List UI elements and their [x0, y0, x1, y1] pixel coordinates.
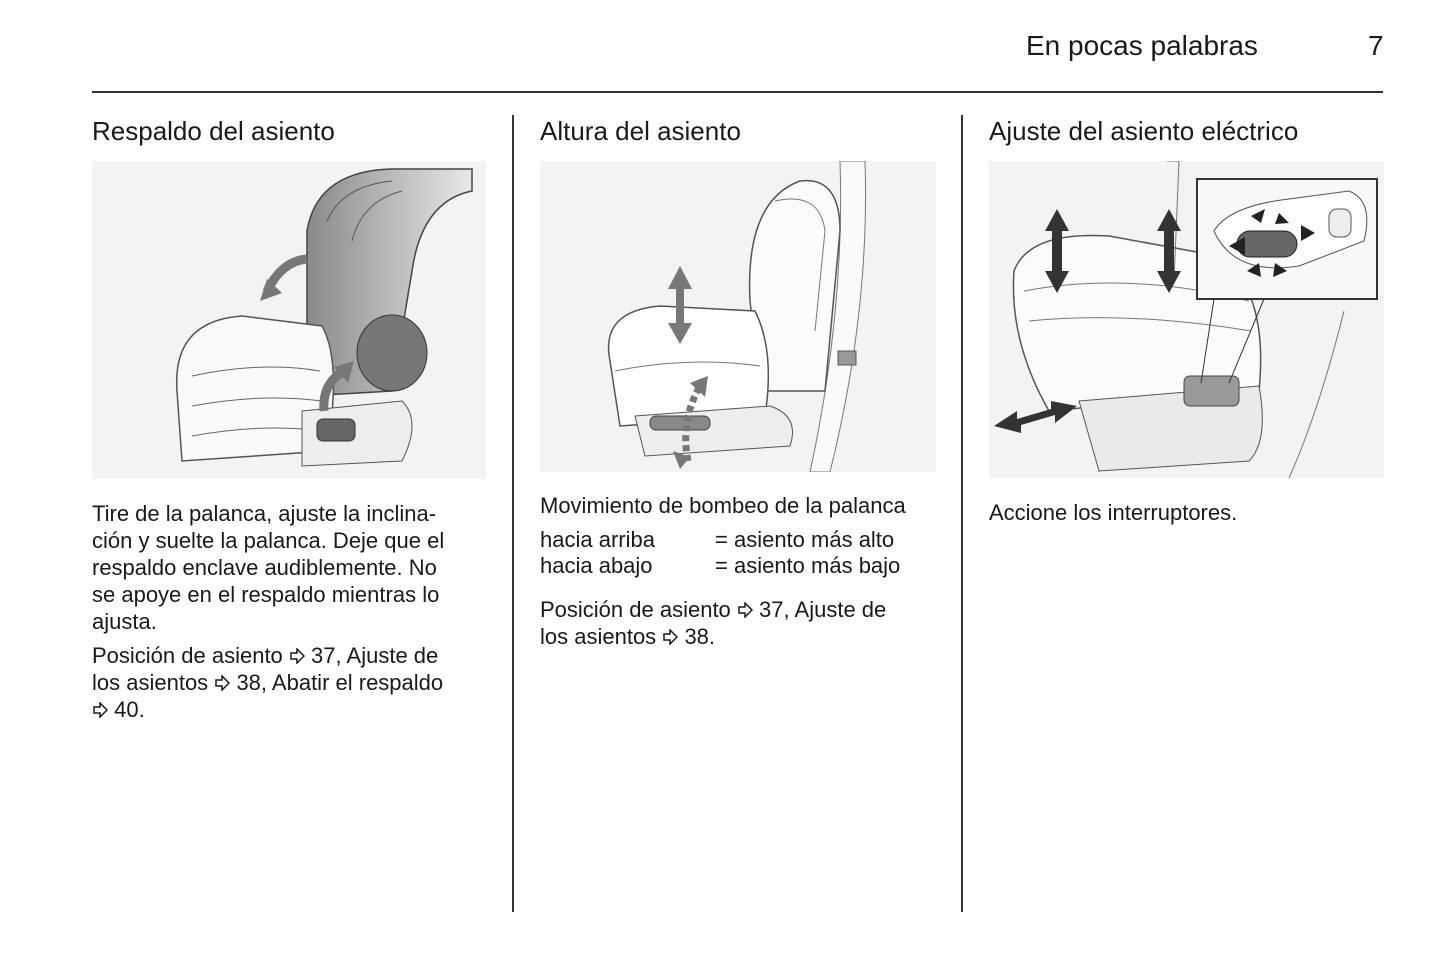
arrow-reference-icon: [737, 602, 753, 618]
table-row: hacia arriba = asiento más alto: [540, 527, 895, 552]
backrest-illustration: [92, 161, 486, 479]
header-rule: [92, 91, 1383, 93]
page-number: 7: [1368, 30, 1384, 61]
heading-electric-seat: Ajuste del asiento eléctrico: [989, 116, 1299, 146]
heading-backrest: Respaldo del asiento: [92, 116, 335, 146]
column-seat-height: [540, 112, 936, 650]
column-electric-seat: [989, 112, 1385, 526]
arrow-reference-icon: [92, 702, 108, 718]
seat-height-illustration: [540, 161, 936, 472]
backrest-references: Posición de asiento 37, Ajuste de los asientos 38, Abatir el respaldo 40.: [92, 643, 444, 722]
column-backrest: [92, 112, 488, 723]
column-divider: [512, 115, 514, 912]
section-title: En pocas palabras: [1026, 30, 1258, 61]
electric-seat-instructions: Accione los interruptores.: [989, 500, 1238, 525]
arrow-reference-icon: [662, 629, 678, 645]
backrest-instructions: Tire de la palanca, ajuste la inclina- ción y suelte la palanca. Deje que el respaldo enclave audiblemente. No se apoye en el respaldo mientras lo ajusta.: [92, 501, 445, 634]
electric-seat-illustration: [989, 161, 1384, 478]
lever-table: [540, 527, 936, 579]
heading-seat-height: Altura del asiento: [540, 116, 741, 146]
arrow-reference-icon: [214, 675, 230, 691]
table-row: hacia abajo = asiento más bajo: [540, 553, 901, 578]
page-header: [0, 0, 1445, 95]
arrow-reference-icon: [289, 648, 305, 664]
column-divider: [961, 115, 963, 912]
seat-height-references: Posición de asiento 37, Ajuste de los asientos 38.: [540, 597, 887, 649]
seat-height-caption: Movimiento de bombeo de la palanca: [540, 493, 906, 518]
